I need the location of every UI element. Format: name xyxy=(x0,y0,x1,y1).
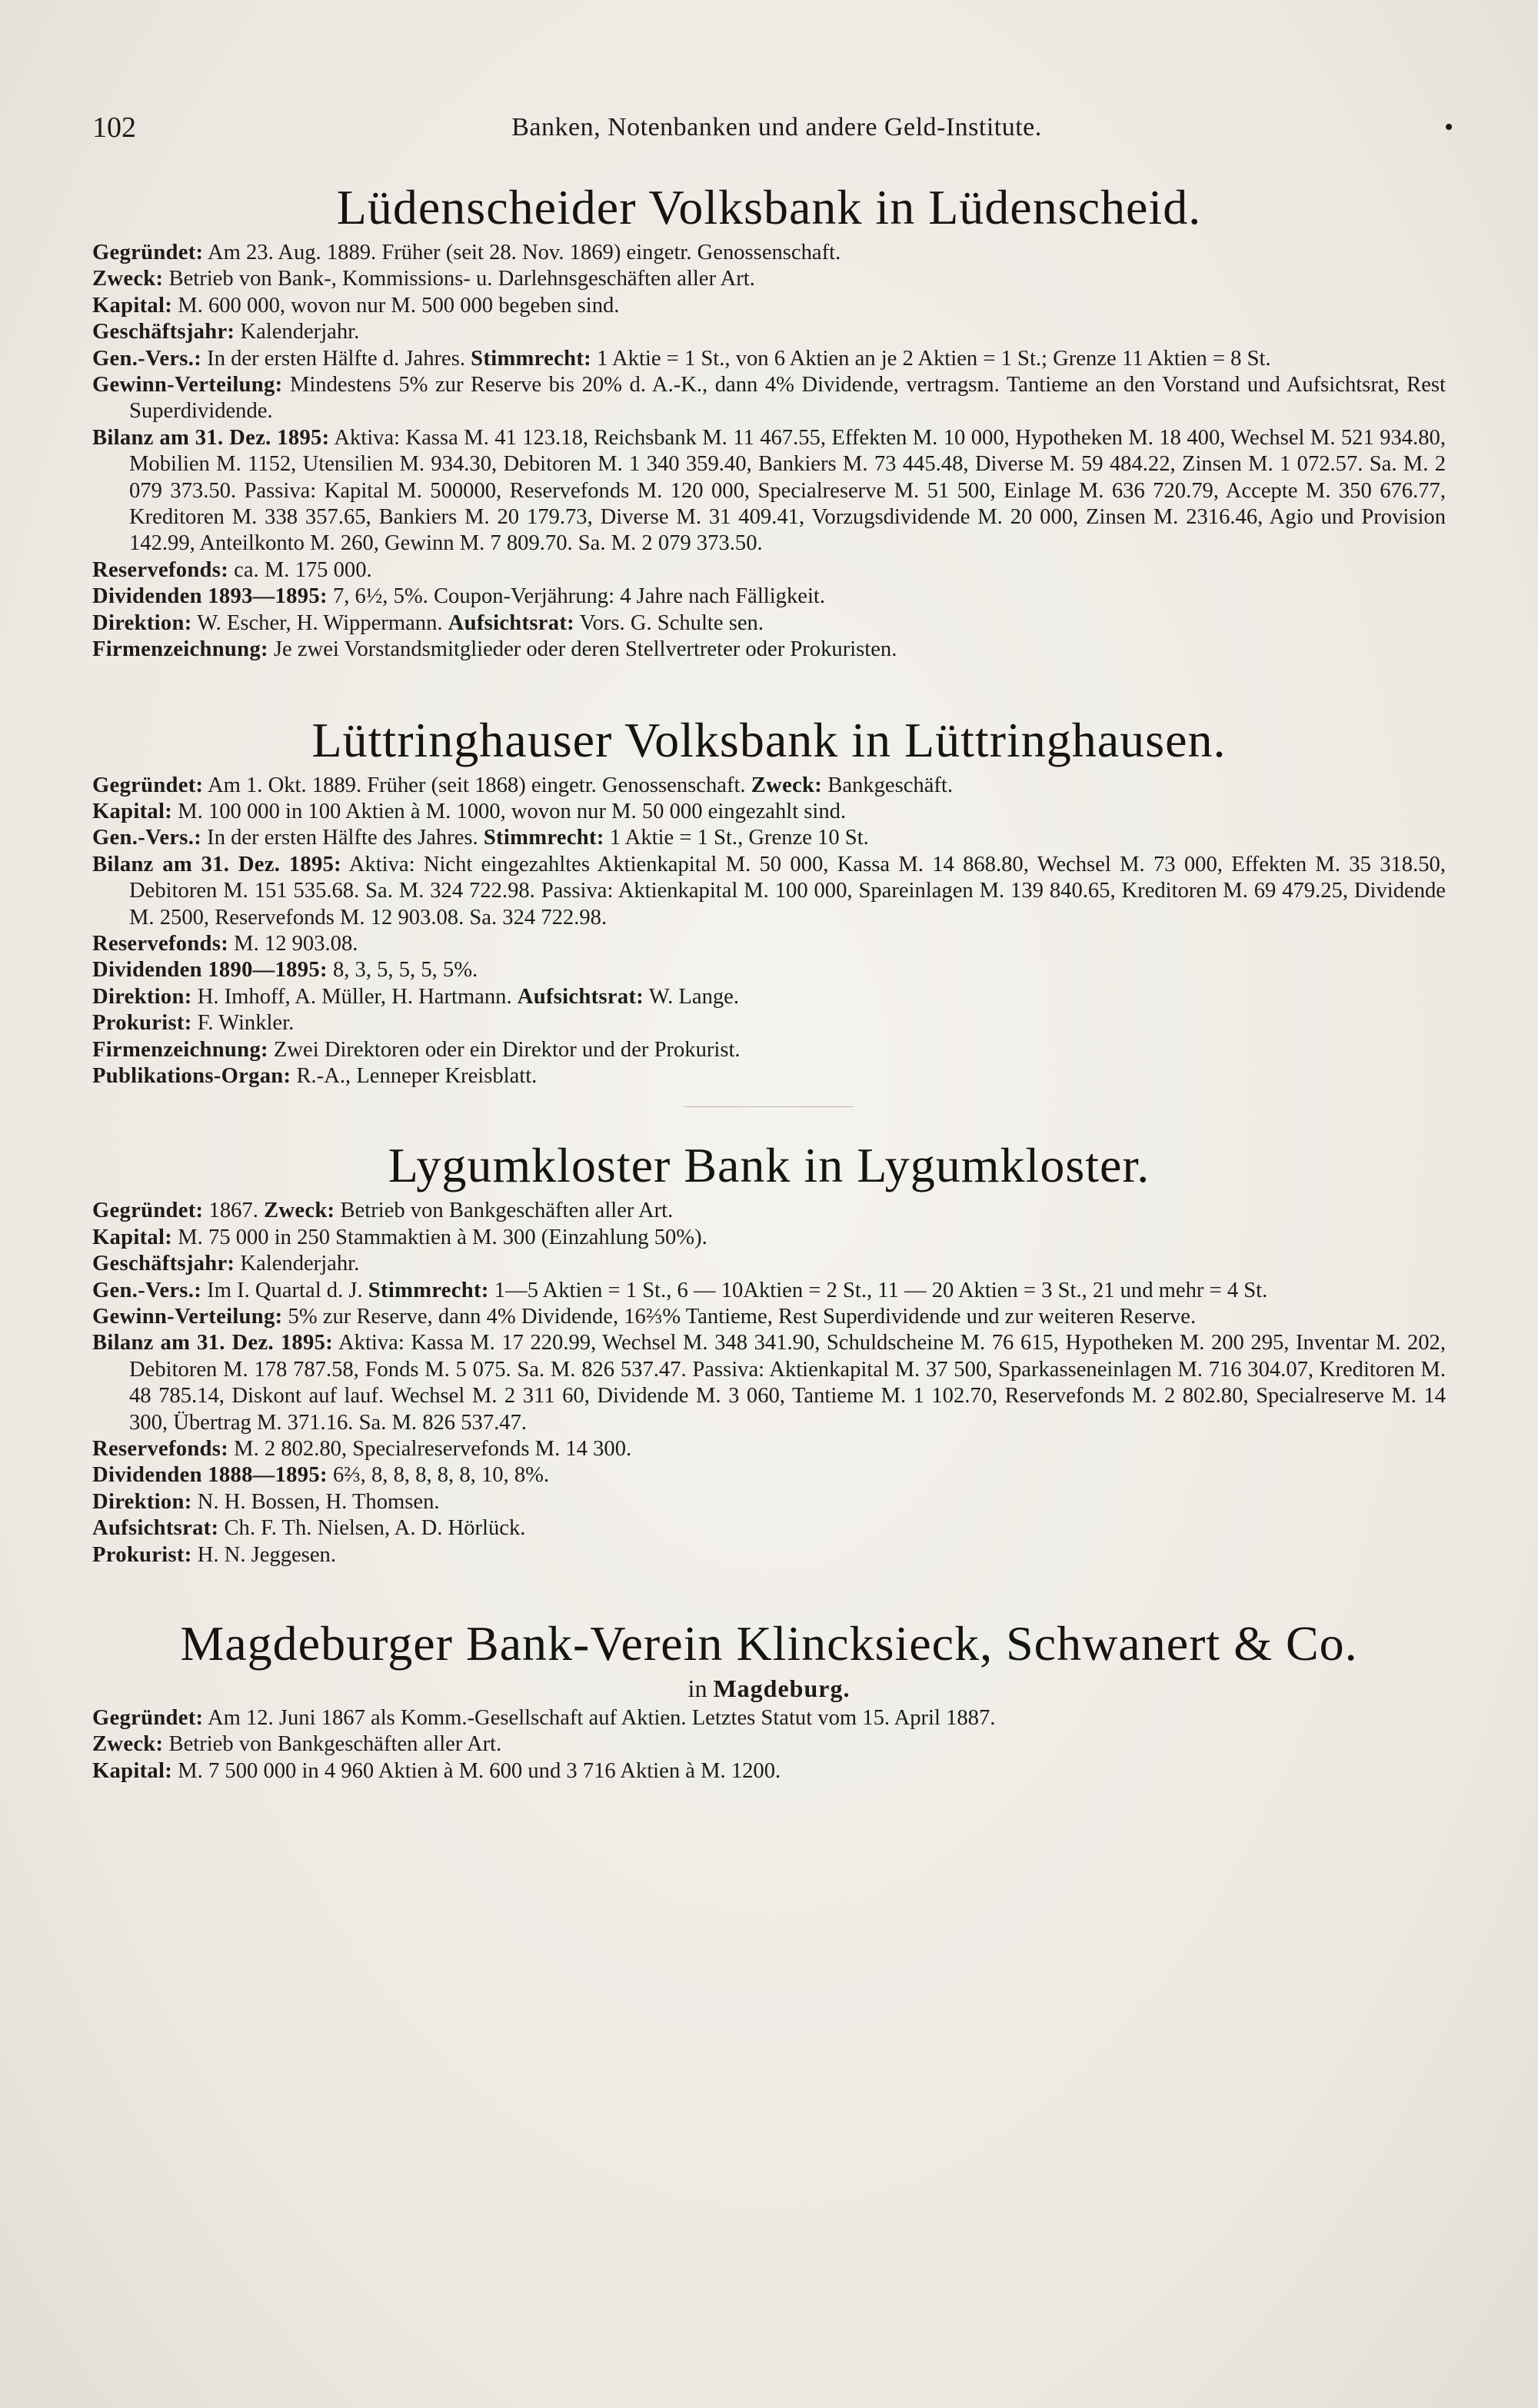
entry-title: Lüdenscheider Volksbank in Lüdenscheid. xyxy=(336,180,1202,234)
page-number: 102 xyxy=(92,111,136,144)
entry-luettringhauser-volksbank xyxy=(92,708,1446,1108)
entry-luedenscheider-volksbank xyxy=(92,175,1446,664)
field-gen-vers: Gen.-Vers.: In der ersten Hälfte des Jahres. Stimmrecht: 1 Aktie = 1 St., Grenze 10 St. xyxy=(92,826,869,850)
field-gewinn-verteilung: Gewinn-Verteilung: 5% zur Reserve, dann 4% Dividende, 16⅔% Tantieme, Rest Superdividende und zur weiteren Reserve. xyxy=(92,1305,1197,1329)
entry-subtitle: in Magdeburg. xyxy=(687,1675,851,1703)
field-kapital: Kapital: M. 7 500 000 in 4 960 Aktien à M. 600 und 3 716 Aktien à M. 1200. xyxy=(92,1758,781,1783)
field-dividenden: Dividenden 1890—1895: 8, 3, 5, 5, 5, 5%. xyxy=(92,958,478,983)
field-prokurist: Prokurist: H. N. Jeggesen. xyxy=(92,1542,336,1567)
page-header xyxy=(92,109,1461,146)
entry-title: Lygumkloster Bank in Lygumkloster. xyxy=(388,1138,1150,1193)
field-gen-vers: Gen.-Vers.: Im I. Quartal d. J. Stimmrecht: 1—5 Aktien = 1 St., 6 — 10Aktien = 2 St., 11 — 20 Aktien = 3 St., 21 und mehr = 4 St. xyxy=(92,1278,1268,1302)
field-firmenzeichnung: Firmenzeichnung: Zwei Direktoren oder ein Direktor und der Prokurist. xyxy=(92,1037,741,1062)
field-gegruendet: Gegründet: 1867. Zweck: Betrieb von Bankgeschäften aller Art. xyxy=(92,1199,674,1223)
field-bilanz: Bilanz am 31. Dez. 1895: Aktiva: Kassa M. 41 123.18, Reichsbank M. 11 467.55, Effekten M. 10 000, Hypotheken M. 18 400, Wechsel M. 521 934.80, Mobilien M. 1152, Utensilien M. 934.30, Debitoren M. 1 340 359.40, Bankiers M. 73 445.48, Diverse M. 59 484.22, Zinsen M. 1 072.57. Sa. M. 2 079 373.50. Passiva: Kapital M. 500000, Reservefonds M. 120 000, Specialreserve M. 51 500, Einlage M. 636 720.79, Accepte M. 350 676.77, Kreditoren M. 338 357.65, Bankiers M. 20 179.73, Diverse M. 31 409.41, Vorzugsdividende M. 20 000, Zinsen M. 2316.46, Agio und Provision 142.99, Anteilkonto M. 260, Gewinn M. 7 809.70. Sa. M. 2 079 373.50. xyxy=(92,425,1446,556)
field-gegruendet: Gegründet: Am 1. Okt. 1889. Früher (seit 1868) eingetr. Genossenschaft. Zweck: Bankgeschäft. xyxy=(92,773,954,797)
entry-magdeburger-bank-verein xyxy=(92,1611,1446,1784)
field-gegruendet: Gegründet: Am 23. Aug. 1889. Früher (seit 28. Nov. 1869) eingetr. Genossenschaft. xyxy=(92,241,841,264)
field-direktion: Direktion: H. Imhoff, A. Müller, H. Hartmann. Aufsichtsrat: W. Lange. xyxy=(92,984,740,1009)
header-dot: • xyxy=(1444,113,1453,141)
field-geschaeftsjahr: Geschäftsjahr: Kalenderjahr. xyxy=(92,1252,360,1276)
field-kapital: Kapital: M. 600 000, wovon nur M. 500 000 begeben sind. xyxy=(92,293,620,318)
field-reservefonds: Reservefonds: M. 2 802.80, Specialreservefonds M. 14 300. xyxy=(92,1437,632,1462)
field-reservefonds: Reservefonds: M. 12 903.08. xyxy=(92,931,358,956)
field-publikations-organ: Publikations-Organ: R.-A., Lenneper Kreisblatt. xyxy=(92,1063,538,1088)
field-dividenden: Dividenden 1888—1895: 6⅔, 8, 8, 8, 8, 8, 10, 8%. xyxy=(92,1463,550,1488)
field-direktion: Direktion: N. H. Bossen, H. Thomsen. xyxy=(92,1489,440,1514)
entry-title: Lüttringhauser Volksbank in Lüttringhausen. xyxy=(311,712,1227,767)
running-title: Banken, Notenbanken und andere Geld-Institute. xyxy=(511,113,1042,141)
page-content xyxy=(92,175,1446,1784)
field-zweck: Zweck: Betrieb von Bankgeschäften aller Art. xyxy=(92,1732,502,1757)
field-dividenden: Dividenden 1893—1895: 7, 6½, 5%. Coupon-Verjährung: 4 Jahre nach Fälligkeit. xyxy=(92,584,825,609)
field-firmenzeichnung: Firmenzeichnung: Je zwei Vorstandsmitglieder oder deren Stellvertreter oder Prokuristen. xyxy=(92,637,897,662)
field-gewinn-verteilung: Gewinn-Verteilung: Mindestens 5% zur Reserve bis 20% d. A.-K., dann 4% Dividende, vertragsm. Tantieme an den Vorstand und Aufsichtsrat, Rest Superdividende. xyxy=(92,373,1446,424)
field-gen-vers: Gen.-Vers.: In der ersten Hälfte d. Jahres. Stimmrecht: 1 Aktie = 1 St., von 6 Aktien an je 2 Aktien = 1 St.; Grenze 11 Aktien = 8 St. xyxy=(92,346,1271,371)
field-bilanz: Bilanz am 31. Dez. 1895: Aktiva: Kassa M. 17 220.99, Wechsel M. 348 341.90, Schuldscheine M. 76 615, Hypotheken M. 200 295, Inventar M. 202, Debitoren M. 178 787.58, Fonds M. 5 075. Sa. M. 826 537.47. Passiva: Aktienkapital M. 37 500, Sparkasseneinlagen M. 716 304.07, Kreditoren M. 48 785.14, Diskont auf lauf. Wechsel M. 2 311 60, Dividende M. 3 060, Tantieme M. 1 102.70, Reservefonds M. 2 802.80, Specialreserve M. 14 300, Übertrag M. 371.16. Sa. M. 826 537.47. xyxy=(92,1331,1446,1435)
field-bilanz: Bilanz am 31. Dez. 1895: Aktiva: Nicht eingezahltes Aktienkapital M. 50 000, Kassa M. 14 868.80, Wechsel M. 73 000, Effekten M. 35 318.50, Debitoren M. 151 535.68. Sa. M. 324 722.98. Passiva: Aktienkapital M. 100 000, Spareinlagen M. 139 840.65, Kreditoren M. 69 479.25, Dividende M. 2500, Reservefonds M. 12 903.08. Sa. 324 722.98. xyxy=(92,852,1446,930)
field-reservefonds: Reservefonds: ca. M. 175 000. xyxy=(92,557,372,582)
entry-lygumkloster-bank xyxy=(92,1133,1446,1568)
field-kapital: Kapital: M. 100 000 in 100 Aktien à M. 1000, wovon nur M. 50 000 eingezahlt sind. xyxy=(92,799,847,823)
field-aufsichtsrat: Aufsichtsrat: Ch. F. Th. Nielsen, A. D. Hörlück. xyxy=(92,1516,526,1541)
entry-title: Magdeburger Bank-Verein Klincksieck, Schwanert & Co. xyxy=(180,1616,1358,1671)
field-zweck: Zweck: Betrieb von Bank-, Kommissions- u. Darlehnsgeschäften aller Art. xyxy=(92,267,755,291)
field-direktion: Direktion: W. Escher, H. Wippermann. Aufsichtsrat: Vors. G. Schulte sen. xyxy=(92,610,764,635)
field-geschaeftsjahr: Geschäftsjahr: Kalenderjahr. xyxy=(92,320,360,344)
field-kapital: Kapital: M. 75 000 in 250 Stammaktien à M. 300 (Einzahlung 50%). xyxy=(92,1225,707,1249)
field-gegruendet: Gegründet: Am 12. Juni 1867 als Komm.-Gesellschaft auf Aktien. Letztes Statut vom 15. April 1887. xyxy=(92,1706,996,1731)
field-prokurist: Prokurist: F. Winkler. xyxy=(92,1011,295,1036)
